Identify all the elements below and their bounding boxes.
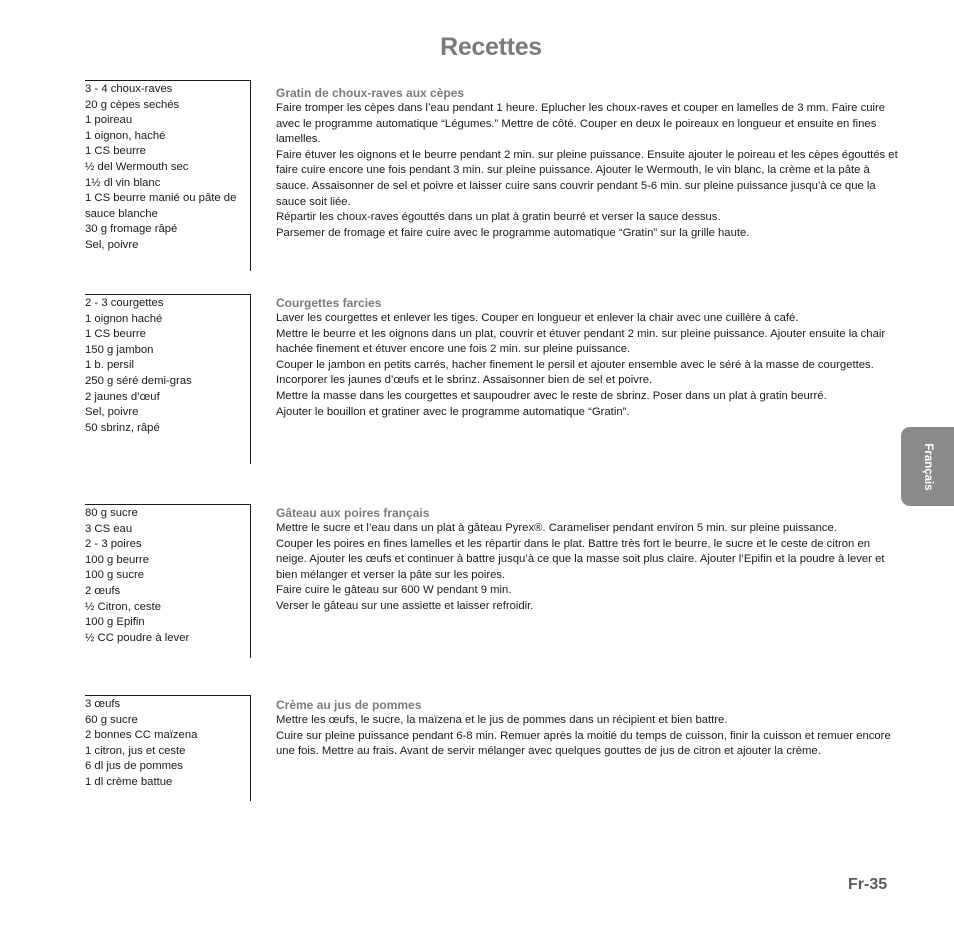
ingredient-item: 100 g sucre bbox=[85, 569, 145, 582]
ingredient-item: 1 CS beurre bbox=[85, 145, 146, 158]
ingredient-item: 1 b. persil bbox=[85, 359, 134, 372]
ingredient-item: 2 - 3 courgettes bbox=[85, 297, 164, 309]
ingredient-item: ½ CC poudre à lever bbox=[85, 631, 190, 644]
ingredient-item: 1 dl crème battue bbox=[85, 775, 173, 788]
page-number: Fr-35 bbox=[848, 876, 888, 893]
ingredient-item: 3 œufs bbox=[85, 698, 121, 710]
ingredient-item: 100 g Epifin bbox=[85, 616, 145, 629]
instruction-paragraph: Mettre le beurre et les oignons dans un plat, couvrir et étuver pendant 2 min. sur pleine puissance. Ajouter ensuite la chair hachée finement et étuver encore une fois 2 min. sur pleine puissance. bbox=[276, 327, 886, 356]
instruction-paragraph: Mettre le sucre et l’eau dans un plat à gâteau Pyrex®. Carameliser pendant environ 5 min. sur pleine puissance. bbox=[276, 522, 837, 534]
ingredient-item: 1½ dl vin blanc bbox=[85, 176, 161, 189]
ingredient-item: 150 g jambon bbox=[85, 343, 154, 356]
ingredient-item: Sel, poivre bbox=[85, 406, 139, 419]
instruction-paragraph: Répartir les choux-raves égouttés dans un plat à gratin beurré et verser la sauce dessus. bbox=[276, 211, 721, 224]
ingredient-item: 2 œufs bbox=[85, 584, 121, 597]
instruction-paragraph: Verser le gâteau sur une assiette et laisser refroidir. bbox=[276, 599, 534, 612]
recipe-instructions bbox=[276, 506, 901, 615]
ingredient-item: 100 g beurre bbox=[85, 553, 150, 566]
instruction-paragraph: Laver les courgettes et enlever les tiges. Couper en longueur et enlever la chair avec une cuillère à café. bbox=[276, 312, 799, 324]
instruction-paragraph: Mettre les œufs, le sucre, la maïzena et le jus de pommes dans un récipient et bien battre. bbox=[276, 714, 728, 726]
ingredient-item: 6 dl jus de pommes bbox=[85, 760, 183, 773]
ingredient-item: 1 citron, jus et ceste bbox=[85, 744, 186, 757]
instruction-paragraph: Ajouter le bouillon et gratiner avec le programme automatique “Gratin”. bbox=[276, 405, 630, 418]
recipe-instructions bbox=[276, 698, 901, 760]
instruction-paragraph: Faire étuver les oignons et le beurre pendant 2 min. sur pleine puissance. Ensuite ajouter le poireau et les cèpes égouttés et faire cuire encore une fois pendant 3 min. sur pleine puissance. Ajouter le Wermouth, le vin blanc, la crème et la pâte à sauce. Assaisonner de sel et poivre et laisser cuire sans couvrir pendant 5-6 min. sur pleine puissance jusqu’à ce que la sauce soit liée. bbox=[276, 148, 898, 208]
ingredient-list bbox=[85, 80, 251, 271]
ingredient-item: 1 poireau bbox=[85, 114, 133, 127]
instruction-paragraph: Faire cuire le gâteau sur 600 W pendant 9 min. bbox=[276, 584, 512, 597]
recipe-title: Gratin de choux-raves aux cèpes bbox=[276, 86, 465, 100]
instruction-paragraph: Faire tromper les cèpes dans l’eau pendant 1 heure. Eplucher les choux-raves et couper en lamelles de 3 mm. Faire cuire avec le programme automatique “Légumes.” Mettre de côté. Couper en deux le poireaux en longueur et ensuite en fines lamelles. bbox=[276, 102, 886, 146]
instruction-paragraph: Couper le jambon en petits carrés, hacher finement le persil et ajouter ensemble avec le séré à la masse de courgettes. Incorporer les jaunes d’œufs et le sbrinz. Assaisonner bien de sel et poivre. bbox=[276, 358, 874, 387]
ingredient-item: 50 sbrinz, râpé bbox=[85, 421, 160, 434]
ingredient-item: 3 - 4 choux-raves bbox=[85, 83, 173, 95]
ingredient-list bbox=[85, 695, 251, 801]
page-title: Recettes bbox=[440, 33, 542, 61]
recipe-instructions bbox=[276, 296, 901, 420]
ingredient-item: 250 g séré demi-gras bbox=[85, 374, 192, 387]
ingredient-item: 2 bonnes CC maïzena bbox=[85, 729, 198, 742]
instruction-paragraph: Cuire sur pleine puissance pendant 6-8 min. Remuer après la moitié du temps de cuisson, finir la cuisson et remuer encore une fois. Mettre au frais. Avant de servir mélanger avec quelques gouttes de jus de citron et ajouter la crème. bbox=[276, 729, 891, 758]
recipe-title: Crème au jus de pommes bbox=[276, 698, 422, 712]
ingredient-item: 3 CS eau bbox=[85, 522, 133, 535]
recipe-title: Gâteau aux poires français bbox=[276, 506, 430, 520]
recipe-instructions bbox=[276, 86, 901, 241]
ingredient-item: 1 CS beurre bbox=[85, 328, 146, 341]
language-tab-label: Français bbox=[921, 442, 934, 491]
ingredient-item: 1 CS beurre manié ou pâte de sauce blanche bbox=[85, 192, 237, 220]
ingredient-item: 1 oignon haché bbox=[85, 312, 163, 325]
recipe-title: Courgettes farcies bbox=[276, 296, 382, 310]
ingredient-list bbox=[85, 504, 251, 658]
ingredient-item: ½ del Wermouth sec bbox=[85, 160, 189, 173]
ingredient-item: 2 jaunes d’œuf bbox=[85, 390, 160, 403]
ingredient-item: 60 g sucre bbox=[85, 713, 138, 726]
ingredient-item: 1 oignon, haché bbox=[85, 129, 166, 142]
instruction-paragraph: Mettre la masse dans les courgettes et saupoudrer avec le reste de sbrinz. Poser dans un plat à gratin beurré. bbox=[276, 389, 827, 402]
ingredient-item: 80 g sucre bbox=[85, 507, 138, 519]
ingredient-list bbox=[85, 294, 251, 464]
ingredient-item: Sel, poivre bbox=[85, 238, 139, 251]
ingredient-item: 2 - 3 poires bbox=[85, 538, 142, 551]
instruction-paragraph: Parsemer de fromage et faire cuire avec le programme automatique “Gratin” sur la grille haute. bbox=[276, 226, 750, 239]
instruction-paragraph: Couper les poires en fines lamelles et les répartir dans le plat. Battre très fort le beurre, le sucre et le ceste de citron en neige. Ajouter les œufs et continuer à battre jusqu’à ce que la masse soit plus claire. Ajouter l’Epifin et la poudre à lever et bien mélanger et verser la pâte sur les poires. bbox=[276, 537, 885, 581]
ingredient-item: ½ Citron, ceste bbox=[85, 600, 161, 613]
ingredient-item: 30 g fromage râpé bbox=[85, 223, 178, 236]
ingredient-item: 20 g cèpes sechés bbox=[85, 98, 180, 111]
language-tab bbox=[901, 427, 954, 506]
